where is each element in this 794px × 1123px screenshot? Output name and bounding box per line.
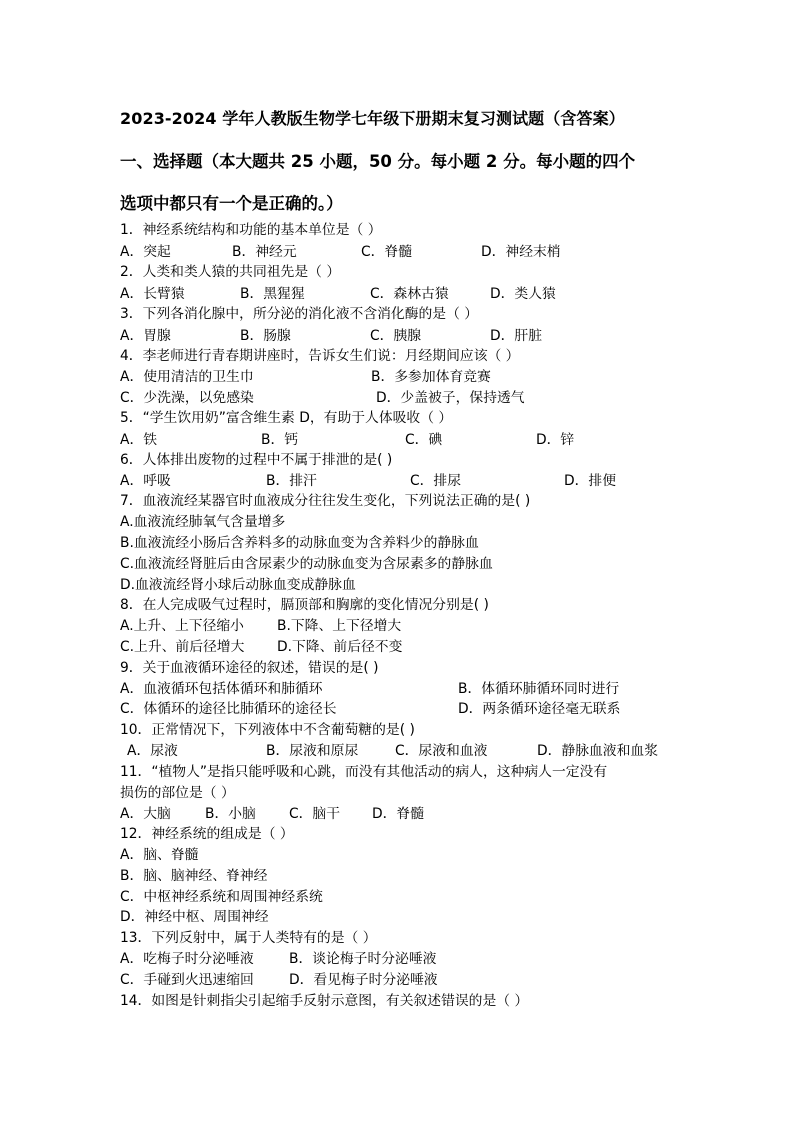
question-10-option-d: D．静脉血液和血浆 [537,743,658,759]
question-3-stem: 3．下列各消化腺中，所分泌的消化液不含消化酶的是（ ） [120,306,479,322]
question-6-stem: 6．人体排出废物的过程中不属于排泄的是( ) [120,452,393,468]
question-3-option-b: B．肠腺 [240,328,291,344]
question-6-option-a: A．呼吸 [120,473,171,489]
question-7-option-c: C.血液流经肾脏后由含尿素少的动脉血变为含尿素多的静脉血 [120,556,493,572]
question-1-option-c: C．脊髓 [361,244,413,260]
question-2-option-a: A．长臂猿 [120,286,185,302]
question-11-option-d: D．脊髓 [372,806,425,822]
question-1-option-b: B．神经元 [232,244,297,260]
question-11-stem-line-1: 11．“植物人”是指只能呼吸和心跳，而没有其他活动的病人，这种病人一定没有 [120,764,608,780]
question-2-option-c: C．森林古猿 [370,286,449,302]
question-9-option-a: A．血液循环包括体循环和肺循环 [120,681,323,697]
question-12-option-d: D．神经中枢、周围神经 [120,909,269,925]
question-11-option-b: B．小脑 [205,806,256,822]
question-12-stem: 12．神经系统的组成是（ ） [120,826,294,842]
question-8-option-b: B.下降、上下径增大 [277,618,402,634]
section-heading-line-2: 选项中都只有一个是正确的。） [120,194,343,213]
question-11-stem-line-2: 损伤的部位是（ ） [120,785,235,801]
question-3-option-d: D．肝脏 [490,328,543,344]
question-5-option-d: D．锌 [536,432,575,448]
question-14-stem: 14．如图是针刺指尖引起缩手反射示意图，有关叙述错误的是（ ） [120,993,529,1009]
question-13-option-a: A．吃梅子时分泌唾液 [120,951,254,967]
question-5-option-c: C．碘 [405,432,443,448]
question-13-option-b: B．谈论梅子时分泌唾液 [289,951,437,967]
question-8-option-c: C.上升、前后径增大 [120,639,245,655]
question-6-option-d: D．排便 [564,473,617,489]
question-12-option-a: A．脑、脊髓 [120,847,199,863]
question-1-option-a: A．突起 [120,244,171,260]
question-13-option-d: D．看见梅子时分泌唾液 [289,972,438,988]
question-11-option-a: A．大脑 [120,806,171,822]
document-title: 2023-2024 学年人教版生物学七年级下册期末复习测试题（含答案） [120,109,625,128]
question-8-option-a: A.上升、上下径缩小 [120,618,244,634]
question-12-option-b: B．脑、脑神经、脊神经 [120,868,268,884]
question-6-option-b: B．排汗 [266,473,317,489]
question-4-option-d: D．少盖被子，保持透气 [376,390,525,406]
question-9-option-b: B．体循环肺循环同时进行 [458,681,620,697]
question-13-stem: 13．下列反射中，属于人类特有的是（ ） [120,930,377,946]
question-1-option-d: D．神经末梢 [481,244,561,260]
question-13-option-c: C．手碰到火迅速缩回 [120,972,254,988]
question-2-option-d: D．类人猿 [490,286,556,302]
question-7-stem: 7．血液流经某器官时血液成分往往发生变化，下列说法正确的是( ) [120,493,531,509]
question-10-stem: 10．正常情况下，下列液体中不含葡萄糖的是( ) [120,722,415,738]
question-9-option-c: C．体循环的途径比肺循环的途径长 [120,701,337,717]
question-7-option-d: D.血液流经肾小球后动脉血变成静脉血 [120,577,356,593]
question-5-option-b: B．钙 [261,432,299,448]
question-11-option-c: C．脑干 [289,806,341,822]
question-2-stem: 2．人类和类人猿的共同祖先是（ ） [120,264,341,280]
question-10-option-c: C．尿液和血液 [395,743,488,759]
question-10-option-a: A．尿液 [127,743,178,759]
question-3-option-c: C．胰腺 [370,328,422,344]
question-9-option-d: D．两条循环途径毫无联系 [458,701,621,717]
section-heading-line-1: 一、选择题（本大题共 25 小题，50 分。每小题 2 分。每小题的四个 [120,152,636,171]
question-12-option-c: C．中枢神经系统和周围神经系统 [120,889,323,905]
question-4-option-b: B．多参加体育竞赛 [371,369,491,385]
question-8-option-d: D.下降、前后径不变 [277,639,403,655]
question-5-stem: 5．“学生饮用奶”富含维生素 D，有助于人体吸收（ ） [120,410,453,426]
question-3-option-a: A．胃腺 [120,328,171,344]
question-8-stem: 8．在人完成吸气过程时，膈顶部和胸廓的变化情况分别是( ) [120,597,489,613]
question-4-option-a: A．使用清洁的卫生巾 [120,369,254,385]
question-7-option-b: B.血液流经小肠后含养料多的动脉血变为含养料少的静脉血 [120,535,479,551]
question-4-stem: 4．李老师进行青春期讲座时，告诉女生们说：月经期间应该（ ） [120,348,520,364]
question-5-option-a: A．铁 [120,432,158,448]
question-7-option-a: A.血液流经肺氧气含量增多 [120,514,286,530]
question-10-option-b: B．尿液和原尿 [266,743,359,759]
question-6-option-c: C．排尿 [410,473,462,489]
question-2-option-b: B．黑猩猩 [240,286,305,302]
question-4-option-c: C．少洗澡，以免感染 [120,390,254,406]
question-1-stem: 1．神经系统结构和功能的基本单位是（ ） [120,222,382,238]
question-9-stem: 9．关于血液循环途径的叙述，错误的是( ) [120,660,379,676]
